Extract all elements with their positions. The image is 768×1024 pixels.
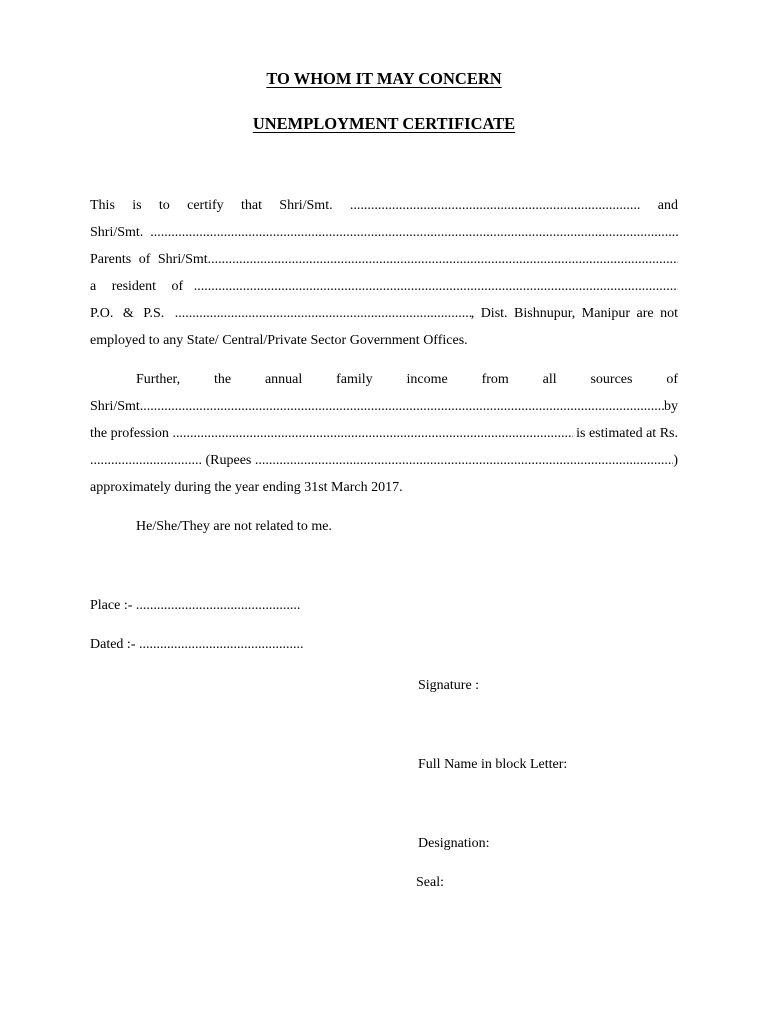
line-label: Shri/Smt. [90, 225, 144, 240]
certify-word: to [158, 198, 170, 213]
line-label: the profession [90, 426, 173, 441]
signature-label: Signature : [418, 678, 480, 693]
dated-label: Dated :- [90, 637, 139, 652]
name-blank [208, 250, 678, 270]
certify-line-1 [90, 196, 678, 216]
amount-blank: ................................ [90, 453, 202, 468]
name-blank [140, 397, 664, 417]
income-word: from [481, 372, 509, 387]
certify-word: and [657, 198, 678, 213]
line-label: , Dist. Bishnupur, Manipur are not [470, 306, 678, 321]
certificate-title: UNEMPLOYMENT CERTIFICATE [252, 114, 516, 133]
page-title: TO WHOM IT MAY CONCERN [266, 69, 502, 88]
certify-word: that [240, 198, 262, 213]
income-word: family [336, 372, 373, 387]
line-label: by [664, 399, 678, 414]
dated-blank: ............................................... [138, 637, 304, 652]
income-word: Further, [136, 372, 181, 387]
place-line [90, 596, 678, 616]
line-label: Shri/Smt [90, 399, 140, 414]
income-word: all [542, 372, 557, 387]
certify-word: This [90, 198, 115, 213]
income-word: of [666, 372, 678, 387]
name-blank: ................................................................................... [349, 198, 641, 213]
profession-blank [172, 424, 572, 444]
line-label: Parents of Shri/Smt [90, 252, 208, 267]
income-line-3 [90, 424, 678, 444]
certify-line-6: employed to any State/ Central/Private Sector Government Offices. [90, 333, 468, 348]
amount-words-blank [255, 451, 673, 471]
certify-word: Shri/Smt. [279, 198, 333, 213]
line-label: a resident of [90, 279, 184, 294]
relation-statement: He/She/They are not related to me. [136, 519, 332, 534]
dated-line [90, 635, 678, 655]
full-name-label: Full Name in block Letter: [418, 757, 568, 772]
income-word: sources [590, 372, 633, 387]
address-blank [194, 277, 678, 297]
income-word: annual [264, 372, 303, 387]
income-word: income [406, 372, 448, 387]
income-line-2 [90, 397, 678, 417]
certify-line-5 [90, 304, 678, 324]
place-blank: ............................................... [135, 598, 301, 613]
income-line-4 [90, 451, 678, 471]
line-label: ) [673, 453, 678, 468]
certify-word: is [132, 198, 142, 213]
certify-line-2 [90, 223, 678, 243]
income-line-1 [136, 370, 678, 390]
designation-label: Designation: [418, 836, 490, 851]
line-label: is estimated at Rs. [572, 426, 678, 441]
line-label: P.O. & P.S. [90, 306, 165, 321]
income-line-5: approximately during the year ending 31st March 2017. [90, 480, 403, 495]
certify-word: certify [187, 198, 224, 213]
certify-line-4 [90, 277, 678, 297]
line-label: (Rupees [202, 453, 255, 468]
income-word: the [214, 372, 232, 387]
place-label: Place :- [90, 598, 136, 613]
seal-label: Seal: [416, 875, 444, 890]
certify-line-3 [90, 250, 678, 270]
name-blank [150, 223, 678, 243]
po-ps-blank [175, 304, 471, 324]
